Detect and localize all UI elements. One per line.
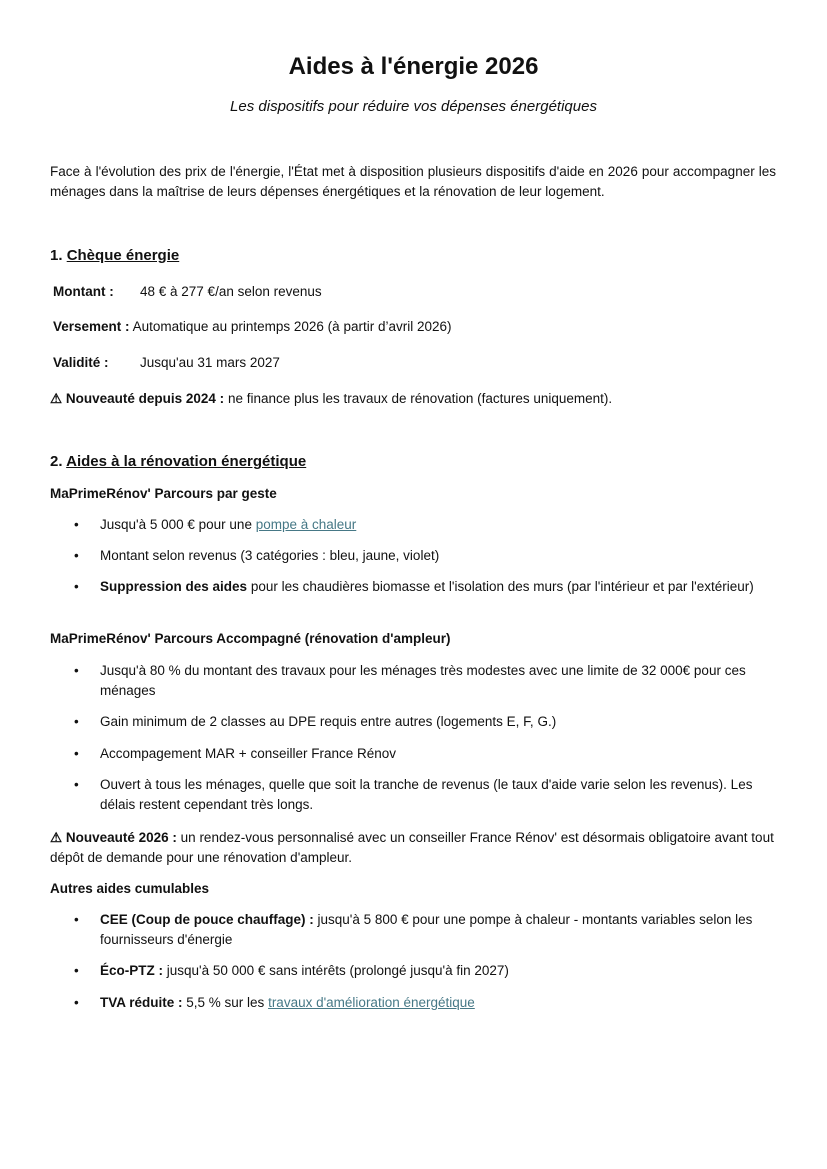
row-versement <box>50 317 776 337</box>
bullet-icon: • <box>74 579 79 594</box>
warning-text: ne finance plus les travaux de rénovation (factures uniquement). <box>224 391 613 406</box>
item-text: pour les chaudières biomasse et l'isolation des murs (par l'intérieur et par l'extérieur) <box>247 579 754 594</box>
warning-label: Nouveauté depuis 2024 : <box>65 391 225 406</box>
warning-note-2024 <box>50 389 776 409</box>
list-item <box>74 775 780 815</box>
bullet-icon: • <box>74 963 79 978</box>
section-2-heading <box>50 452 776 472</box>
list-item <box>74 961 780 981</box>
intro-paragraph: Face à l'évolution des prix de l'énergie, l'État met à disposition plusieurs dispositifs d'aide en 2026 pour accompagner les ménages dans la maîtrise de leurs dépenses énergétiques et la rénovation de leur logement. <box>50 164 776 199</box>
item-bold: Éco-PTZ : <box>100 963 163 978</box>
row-montant <box>50 282 776 302</box>
section-1-heading <box>50 246 776 266</box>
warning-text: un rendez-vous personnalisé avec un conseiller France Rénov' est désormais obligatoire avant tout dépôt de demande pour une rénovation d'ampleur. <box>50 830 774 865</box>
item-text: 5,5 % sur les <box>182 995 269 1010</box>
bullet-icon: • <box>74 663 79 678</box>
list-item <box>74 993 780 1013</box>
list-item <box>74 712 780 732</box>
page-title: Aides à l'énergie 2026 <box>288 53 539 80</box>
section-number: 2. <box>50 453 63 470</box>
list-item <box>74 577 780 597</box>
bullet-icon: • <box>74 912 79 927</box>
row-label: Montant : <box>53 284 114 299</box>
row-validite <box>50 353 776 373</box>
bullet-icon: • <box>74 746 79 761</box>
bullet-icon: • <box>74 714 79 729</box>
subheading-par-geste: MaPrimeRénov' Parcours par geste <box>50 486 277 501</box>
item-text: Accompagement MAR + conseiller France Rénov <box>100 746 397 761</box>
row-value: Automatique au printemps 2026 (à partir d’avril 2026) <box>132 319 452 334</box>
travaux-amelioration-link[interactable]: travaux d'amélioration énergétique <box>268 995 475 1010</box>
bullet-icon: • <box>74 548 79 563</box>
list-item <box>74 661 780 701</box>
section-title: Aides à la rénovation énergétique <box>66 453 307 470</box>
list-item <box>74 546 780 566</box>
row-label: Versement : <box>53 319 130 334</box>
bullet-icon: • <box>74 777 79 792</box>
item-text: Montant selon revenus (3 catégories : bleu, jaune, violet) <box>100 548 440 563</box>
bullet-icon: • <box>74 517 79 532</box>
pompe-a-chaleur-link[interactable]: pompe à chaleur <box>255 517 357 532</box>
page-subtitle: Les dispositifs pour réduire vos dépenses énergétiques <box>230 98 597 115</box>
row-value: Jusqu'au 31 mars 2027 <box>140 355 280 370</box>
bullet-icon: • <box>74 995 79 1010</box>
list-item <box>74 515 780 535</box>
item-text: Gain minimum de 2 classes au DPE requis entre autres (logements E, F, G.) <box>100 714 557 729</box>
item-text: Jusqu'à 80 % du montant des travaux pour les ménages très modestes avec une limite de 32 000€ pour ces ménages <box>100 663 746 698</box>
row-value: 48 € à 277 €/an selon revenus <box>140 284 322 299</box>
item-text: Ouvert à tous les ménages, quelle que soit la tranche de revenus (le taux d'aide varie selon les revenus). Les délais restent cependant très longs. <box>100 777 753 812</box>
list-item <box>74 744 780 764</box>
item-text: Jusqu'à 5 000 € pour une <box>100 517 256 532</box>
warning-label: Nouveauté 2026 : <box>65 830 177 845</box>
section-number: 1. <box>50 247 63 264</box>
row-label: Validité : <box>53 355 109 370</box>
item-text: jusqu'à 5 800 € pour une pompe à chaleur - montants variables selon les fournisseurs d'énergie <box>100 912 753 947</box>
warning-icon: ⚠ <box>50 391 63 406</box>
subheading-autres-aides: Autres aides cumulables <box>50 881 210 896</box>
subheading-accompagne: MaPrimeRénov' Parcours Accompagné (rénovation d'ampleur) <box>50 631 451 646</box>
section-title: Chèque énergie <box>66 247 180 264</box>
warning-icon: ⚠ <box>50 830 63 845</box>
warning-note-2026 <box>50 828 776 868</box>
item-text: jusqu'à 50 000 € sans intérêts (prolongé jusqu'à fin 2027) <box>163 963 509 978</box>
item-bold: TVA réduite : <box>100 995 183 1010</box>
list-item <box>74 910 780 950</box>
item-bold: Suppression des aides <box>100 579 248 594</box>
item-bold: CEE (Coup de pouce chauffage) : <box>100 912 314 927</box>
